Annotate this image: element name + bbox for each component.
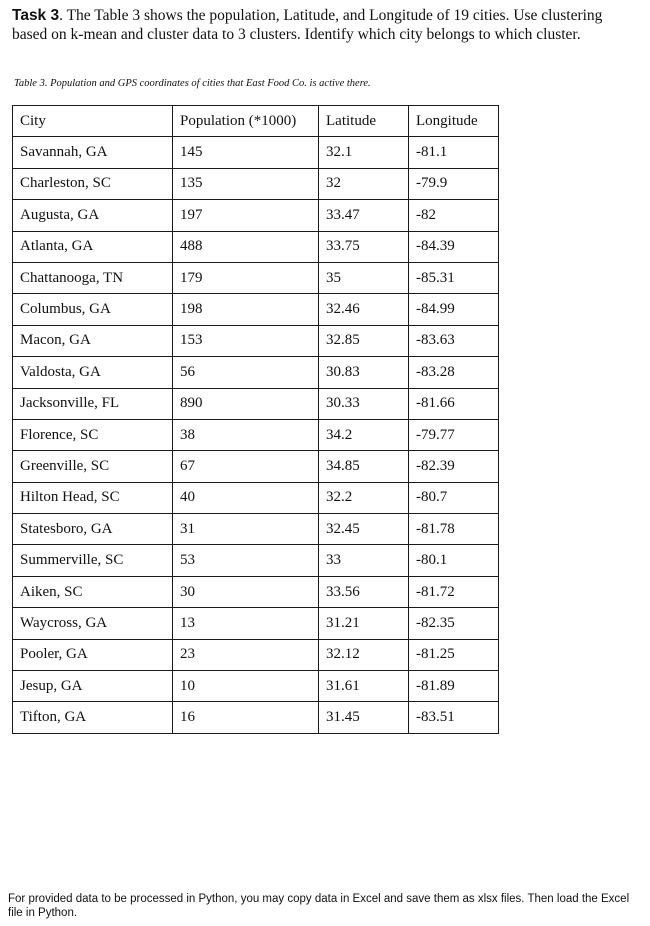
population-cell: 23	[173, 639, 319, 670]
table-row	[13, 231, 499, 262]
task-text: . The Table 3 shows the population, Latitude, and Longitude of 19 cities. Use clustering based on k-mean and cluster data to 3 clusters. Identify which city belongs to which cluster.	[12, 7, 603, 43]
longitude-cell: -82.35	[409, 608, 499, 639]
population-cell: 38	[173, 419, 319, 450]
table-row	[13, 388, 499, 419]
longitude-cell: -83.28	[409, 357, 499, 388]
city-cell: Jesup, GA	[13, 671, 173, 702]
table-caption: Table 3. Population and GPS coordinates of cities that East Food Co. is active there.	[14, 78, 371, 89]
table-row	[13, 200, 499, 231]
city-cell: Waycross, GA	[13, 608, 173, 639]
population-cell: 488	[173, 231, 319, 262]
header-population: Population (*1000)	[173, 106, 319, 137]
city-cell: Atlanta, GA	[13, 231, 173, 262]
latitude-cell: 32.45	[319, 514, 409, 545]
longitude-cell: -80.1	[409, 545, 499, 576]
city-cell: Tifton, GA	[13, 702, 173, 733]
population-cell: 13	[173, 608, 319, 639]
population-cell: 16	[173, 702, 319, 733]
table-row	[13, 639, 499, 670]
population-cell: 153	[173, 325, 319, 356]
longitude-cell: -82.39	[409, 451, 499, 482]
longitude-cell: -81.1	[409, 137, 499, 168]
longitude-cell: -79.77	[409, 419, 499, 450]
table-row	[13, 419, 499, 450]
city-cell: Jacksonville, FL	[13, 388, 173, 419]
latitude-cell: 34.2	[319, 419, 409, 450]
population-cell: 198	[173, 294, 319, 325]
table-row	[13, 294, 499, 325]
table-row	[13, 514, 499, 545]
latitude-cell: 30.33	[319, 388, 409, 419]
latitude-cell: 35	[319, 262, 409, 293]
table-row	[13, 545, 499, 576]
latitude-cell: 31.21	[319, 608, 409, 639]
city-cell: Summerville, SC	[13, 545, 173, 576]
population-cell: 67	[173, 451, 319, 482]
table-row	[13, 357, 499, 388]
task-description	[12, 6, 640, 44]
header-latitude: Latitude	[319, 106, 409, 137]
city-cell: Savannah, GA	[13, 137, 173, 168]
latitude-cell: 31.61	[319, 671, 409, 702]
population-cell: 31	[173, 514, 319, 545]
city-cell: Statesboro, GA	[13, 514, 173, 545]
table-header-row	[13, 106, 499, 137]
population-cell: 135	[173, 168, 319, 199]
city-cell: Chattanooga, TN	[13, 262, 173, 293]
table-row	[13, 325, 499, 356]
latitude-cell: 32.2	[319, 482, 409, 513]
city-cell: Columbus, GA	[13, 294, 173, 325]
table-row	[13, 262, 499, 293]
table-row	[13, 482, 499, 513]
latitude-cell: 31.45	[319, 702, 409, 733]
longitude-cell: -79.9	[409, 168, 499, 199]
table-body	[13, 137, 499, 733]
population-cell: 56	[173, 357, 319, 388]
table-row	[13, 608, 499, 639]
longitude-cell: -80.7	[409, 482, 499, 513]
population-cell: 890	[173, 388, 319, 419]
footer-note: For provided data to be processed in Python, you may copy data in Excel and save them as xlsx files. Then load the Excel file in Python.	[8, 893, 630, 919]
task-label: Task 3	[12, 7, 60, 24]
latitude-cell: 33.47	[319, 200, 409, 231]
city-cell: Augusta, GA	[13, 200, 173, 231]
city-cell: Hilton Head, SC	[13, 482, 173, 513]
table-row	[13, 168, 499, 199]
city-cell: Valdosta, GA	[13, 357, 173, 388]
table-row	[13, 576, 499, 607]
longitude-cell: -81.78	[409, 514, 499, 545]
longitude-cell: -84.39	[409, 231, 499, 262]
latitude-cell: 33	[319, 545, 409, 576]
latitude-cell: 33.56	[319, 576, 409, 607]
longitude-cell: -83.51	[409, 702, 499, 733]
latitude-cell: 34.85	[319, 451, 409, 482]
latitude-cell: 30.83	[319, 357, 409, 388]
latitude-cell: 32.46	[319, 294, 409, 325]
table-row	[13, 671, 499, 702]
longitude-cell: -81.72	[409, 576, 499, 607]
city-cell: Charleston, SC	[13, 168, 173, 199]
population-cell: 179	[173, 262, 319, 293]
population-cell: 10	[173, 671, 319, 702]
latitude-cell: 32.85	[319, 325, 409, 356]
latitude-cell: 33.75	[319, 231, 409, 262]
population-cell: 145	[173, 137, 319, 168]
city-cell: Aiken, SC	[13, 576, 173, 607]
city-cell: Greenville, SC	[13, 451, 173, 482]
latitude-cell: 32.1	[319, 137, 409, 168]
city-cell: Pooler, GA	[13, 639, 173, 670]
city-cell: Florence, SC	[13, 419, 173, 450]
header-city: City	[13, 106, 173, 137]
latitude-cell: 32	[319, 168, 409, 199]
population-cell: 53	[173, 545, 319, 576]
population-cell: 197	[173, 200, 319, 231]
table-row	[13, 702, 499, 733]
longitude-cell: -81.25	[409, 639, 499, 670]
longitude-cell: -81.89	[409, 671, 499, 702]
population-cell: 30	[173, 576, 319, 607]
city-cell: Macon, GA	[13, 325, 173, 356]
cities-table	[12, 105, 499, 734]
longitude-cell: -81.66	[409, 388, 499, 419]
longitude-cell: -83.63	[409, 325, 499, 356]
population-cell: 40	[173, 482, 319, 513]
table-row	[13, 137, 499, 168]
latitude-cell: 32.12	[319, 639, 409, 670]
table-row	[13, 451, 499, 482]
header-longitude: Longitude	[409, 106, 499, 137]
longitude-cell: -82	[409, 200, 499, 231]
longitude-cell: -85.31	[409, 262, 499, 293]
longitude-cell: -84.99	[409, 294, 499, 325]
